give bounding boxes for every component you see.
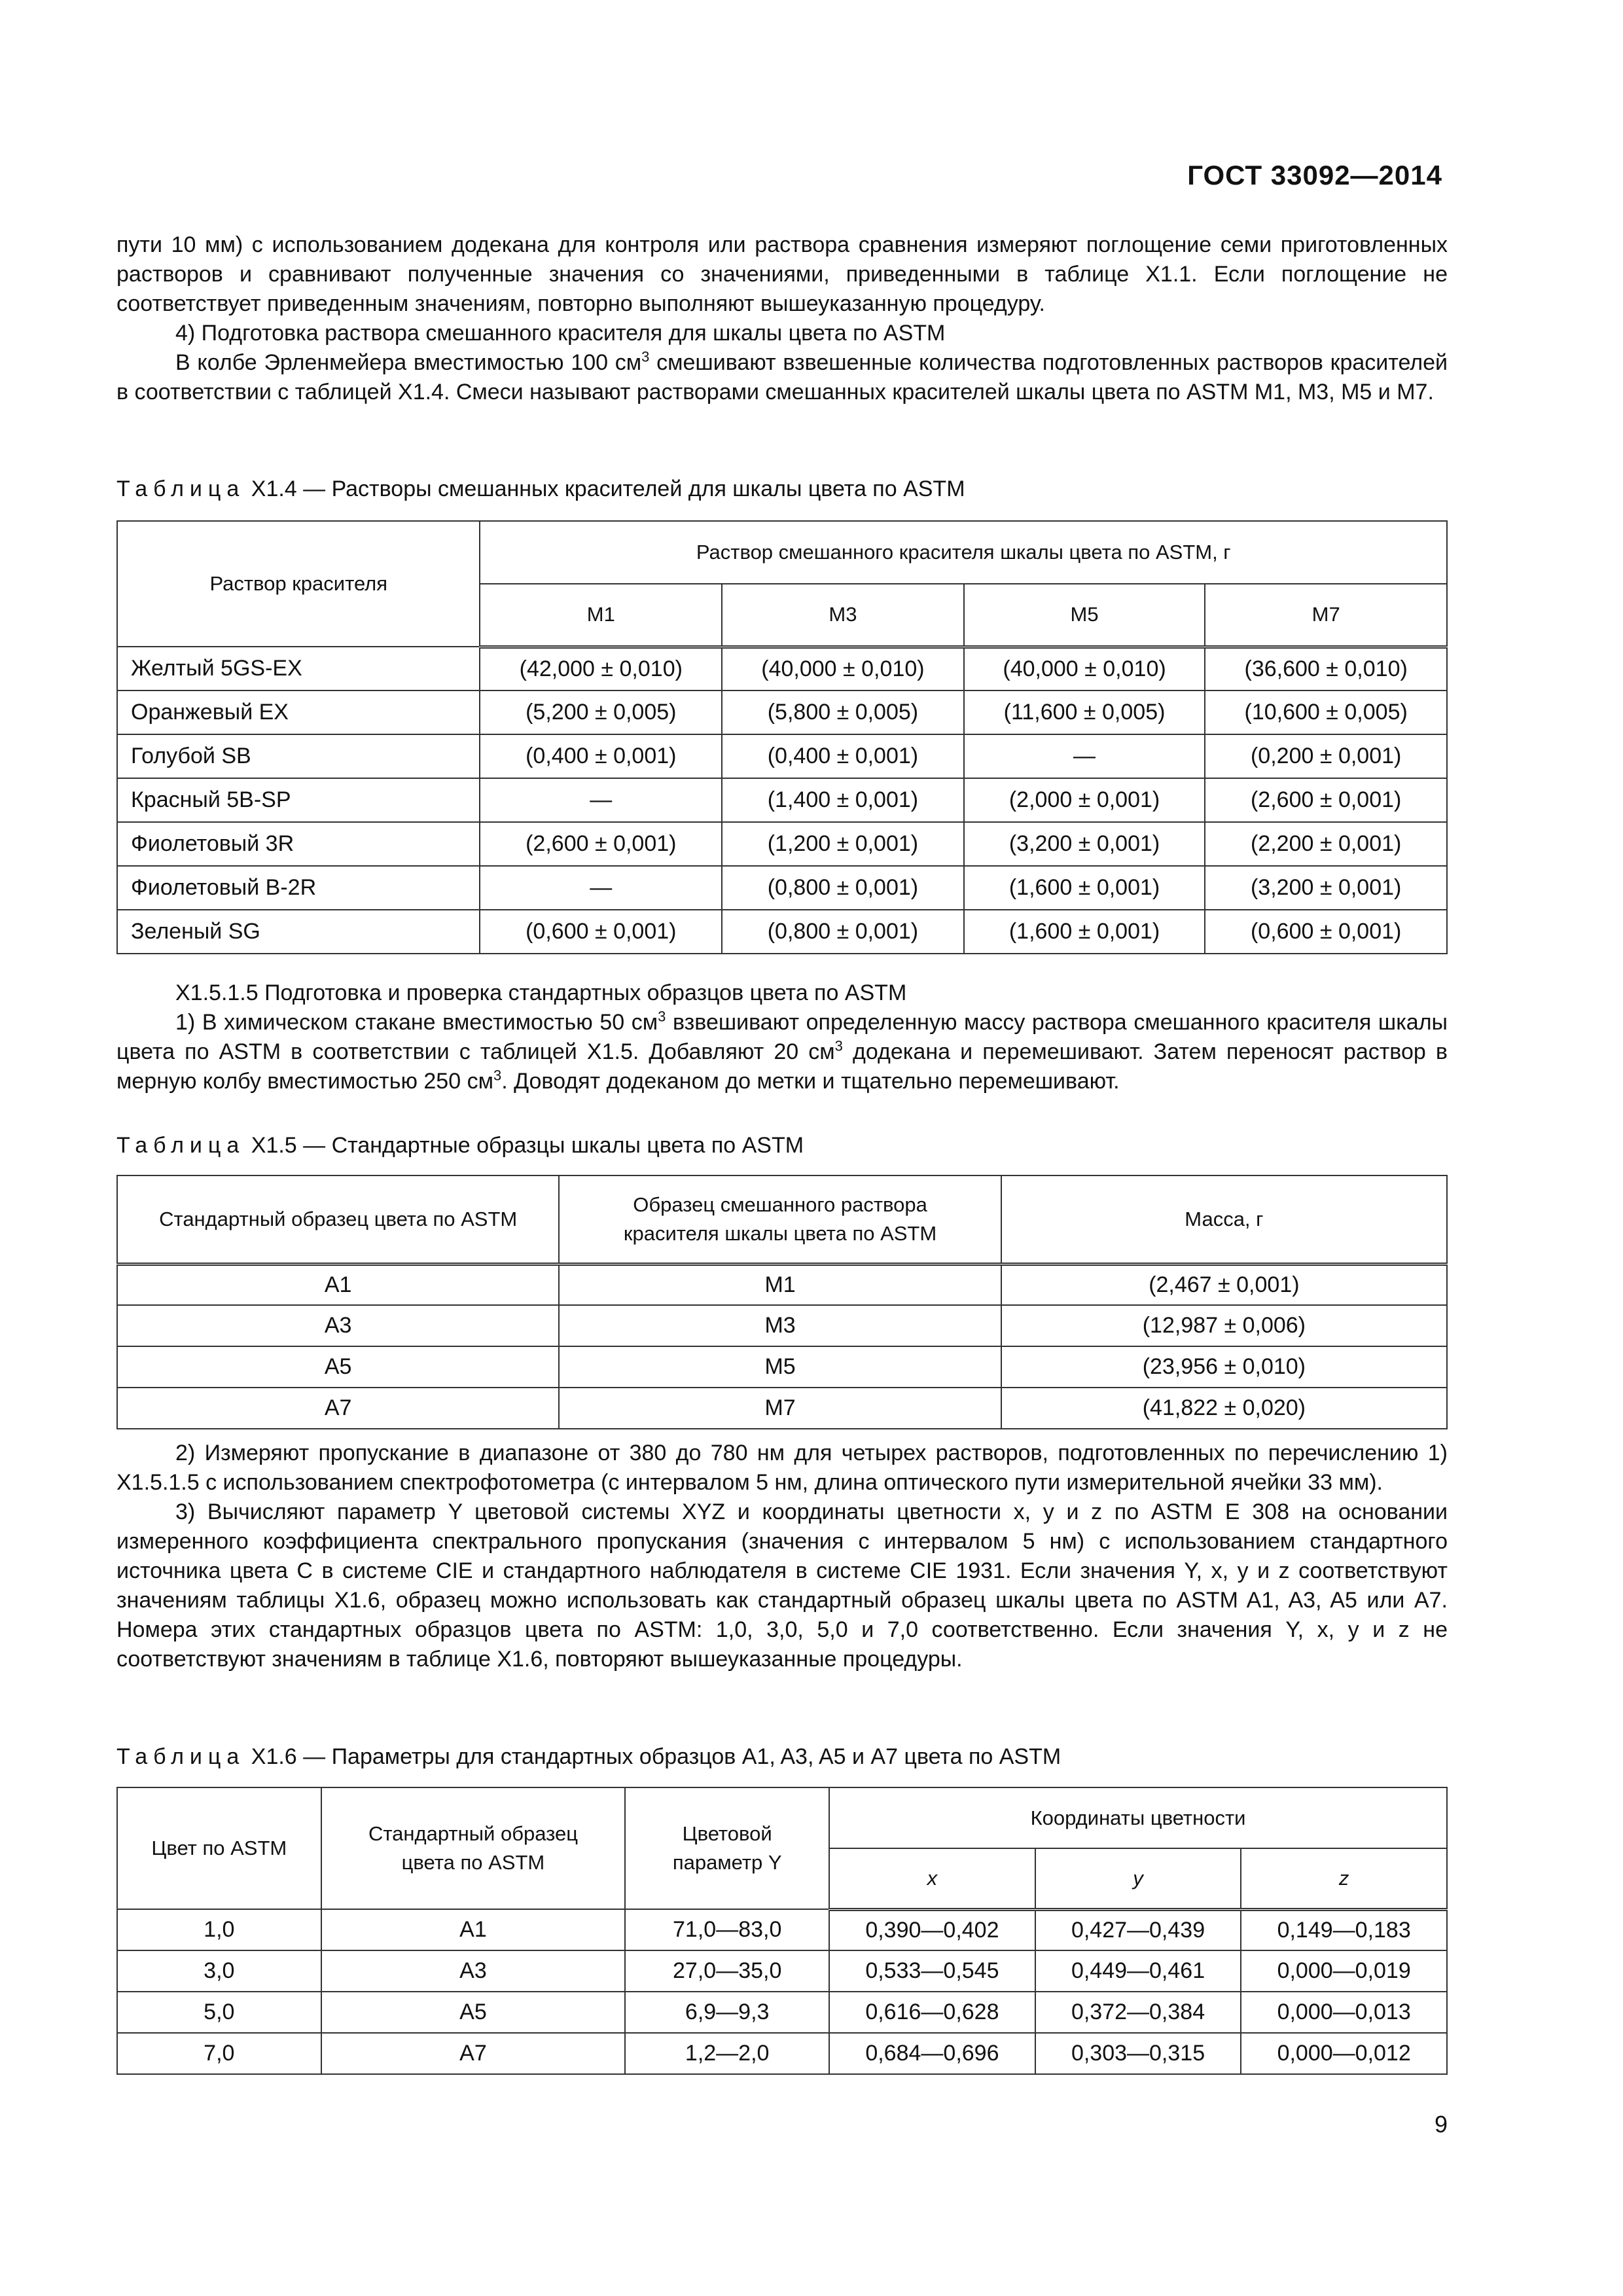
table-cell: A5 <box>321 1992 626 2033</box>
table-cell: — <box>964 734 1205 778</box>
paragraph-5: 1) В химическом стакане вместимостью 50 $см^3$ взвешивают определенную массу раствора смешанного красителя шкалы цвета по ASTM в соответствии с таблицей X1.5. Добавляют 20 $см^3$ додекана и перемешивают. Затем переносят раствор в мерную колбу вместимостью 250 $см^3$. Доводят додеканом до метки и тщательно перемешивают. <box>116 1008 1448 1094</box>
table-cell: Оранжевый EX <box>117 691 480 734</box>
section-x1-5-1-5 <box>116 978 1448 1096</box>
table-cell: (11,600 ± 0,005) <box>964 691 1205 734</box>
table-cell: 6,9—9,3 <box>625 1992 829 2033</box>
table-cell: (42,000 ± 0,010) <box>480 647 722 691</box>
table-head-cell: Цвет по ASTM <box>117 1787 321 1909</box>
table-cell: A7 <box>117 1388 559 1429</box>
table-x1-6 <box>116 1787 1448 2075</box>
table-cell: (0,800 ± 0,001) <box>722 910 964 954</box>
table-head-cell: y <box>1035 1848 1241 1909</box>
table-cell: (3,200 ± 0,001) <box>964 822 1205 866</box>
table-cell: (1,600 ± 0,001) <box>964 910 1205 954</box>
table-cell: Голубой SB <box>117 734 480 778</box>
table-cell: (2,600 ± 0,001) <box>480 822 722 866</box>
table-head-cell: M1 <box>480 584 722 647</box>
table-cell: A5 <box>117 1346 559 1388</box>
table-cell: (40,000 ± 0,010) <box>722 647 964 691</box>
table-cell: M5 <box>559 1346 1001 1388</box>
table-x1-6-caption: Таблица X1.6 — Параметры для стандартных образцов A1, A3, A5 и A7 цвета по ASTM <box>116 1744 1061 1769</box>
table-cell: (5,800 ± 0,005) <box>722 691 964 734</box>
table-head-cell: M7 <box>1205 584 1447 647</box>
table-row <box>117 1992 1447 2033</box>
table-cell: (2,000 ± 0,001) <box>964 778 1205 822</box>
table-row <box>117 910 1447 954</box>
table-row <box>117 866 1447 910</box>
table-cell: 0,000—0,019 <box>1241 1950 1447 1992</box>
table-cell: (5,200 ± 0,005) <box>480 691 722 734</box>
table-cell: A7 <box>321 2033 626 2074</box>
table-cell: Зеленый SG <box>117 910 480 954</box>
table-head-cell: Образец смешанного раствора красителя шкалы цвета по ASTM <box>559 1175 1001 1264</box>
paragraph-3: В колбе Эрленмейера вместимостью 100 $см^3$ смешивают взвешенные количества подготовленных растворов красителей в соответствии с таблицей X1.4. Смеси называют растворами смешанных красителей шкалы цвета по ASTM M1, M3, M5 и M7. <box>116 348 1448 404</box>
table-x1-4 <box>116 520 1448 954</box>
table-cell: Фиолетовый 3R <box>117 822 480 866</box>
table-cell: 0,390—0,402 <box>829 1909 1035 1950</box>
table-cell: A1 <box>321 1909 626 1950</box>
table-cell: A3 <box>321 1950 626 1992</box>
intro-text <box>116 230 1448 407</box>
table-row <box>117 2033 1447 2074</box>
table-cell: 0,000—0,012 <box>1241 2033 1447 2074</box>
table-head-cell: Стандартный образец цвета по ASTM <box>321 1787 626 1909</box>
table-head-cell: x <box>829 1848 1035 1909</box>
table-row <box>117 1346 1447 1388</box>
table-cell: (1,600 ± 0,001) <box>964 866 1205 910</box>
paragraph-1: пути 10 мм) с использованием додекана для контроля или раствора сравнения измеряют поглощение семи приготовленных растворов и сравнивают полученные значения со значениями, приведенными в таблице X1.1. Если поглощение не соответствует приведенным значениям, повторно выполняют вышеуказанную процедуру. <box>116 232 1448 316</box>
paragraph-2: 4) Подготовка раствора смешанного красителя для шкалы цвета по ASTM <box>175 321 946 346</box>
measurement-text <box>116 1439 1448 1674</box>
table-cell: M7 <box>559 1388 1001 1429</box>
table-row <box>117 734 1447 778</box>
table-cell: M1 <box>559 1264 1001 1305</box>
table-cell: (0,400 ± 0,001) <box>480 734 722 778</box>
table-cell: Фиолетовый B-2R <box>117 866 480 910</box>
table-cell: 0,616—0,628 <box>829 1992 1035 2033</box>
standard-header: ГОСТ 33092—2014 <box>1187 160 1442 190</box>
paragraph-7: 3) Вычисляют параметр Y цветовой системы XYZ и координаты цветности x, y и z по ASTM E 308 на основании измеренного коэффициента спектрального пропускания (значения с интервалом 5 нм) с использованием стандартного источника цвета C в системе CIE и стандартного наблюдателя в системе CIE 1931. Если значения Y, x, y и z соответствуют значениям таблицы X1.6, образец можно использовать как стандартный образец шкалы цвета по ASTM A1, A3, A5 или A7. Номера этих стандартных образцов цвета по ASTM: 1,0, 3,0, 5,0 и 7,0 соответственно. Если значения Y, x, y и z не соответствуют значениям в таблице X1.6, повторяют вышеуказанные процедуры. <box>116 1499 1448 1672</box>
table-cell: (2,467 ± 0,001) <box>1001 1264 1447 1305</box>
table-cell: (12,987 ± 0,006) <box>1001 1305 1447 1346</box>
table-cell: 0,427—0,439 <box>1035 1909 1241 1950</box>
table-cell: 3,0 <box>117 1950 321 1992</box>
table-cell: (3,200 ± 0,001) <box>1205 866 1447 910</box>
table-cell: A3 <box>117 1305 559 1346</box>
table-cell: 0,684—0,696 <box>829 2033 1035 2074</box>
table-cell: (0,800 ± 0,001) <box>722 866 964 910</box>
table-head-cell: z <box>1241 1848 1447 1909</box>
table-row <box>117 778 1447 822</box>
table-cell: (10,600 ± 0,005) <box>1205 691 1447 734</box>
table-cell: 0,449—0,461 <box>1035 1950 1241 1992</box>
table-x1-5-caption: Таблица X1.5 — Стандартные образцы шкалы цвета по ASTM <box>116 1133 804 1158</box>
table-head-cell: M3 <box>722 584 964 647</box>
page-number: 9 <box>1434 2111 1448 2138</box>
table-cell: 7,0 <box>117 2033 321 2074</box>
table-cell: (41,822 ± 0,020) <box>1001 1388 1447 1429</box>
table-row <box>117 1909 1447 1950</box>
table-cell: 1,2—2,0 <box>625 2033 829 2074</box>
table-row <box>117 1264 1447 1305</box>
paragraph-4: X1.5.1.5 Подготовка и проверка стандартных образцов цвета по ASTM <box>175 980 907 1005</box>
table-row <box>117 822 1447 866</box>
table-x1-4-caption: Таблица X1.4 — Растворы смешанных красителей для шкалы цвета по ASTM <box>116 476 965 501</box>
table-head-cell: Координаты цветности <box>829 1787 1447 1848</box>
table-cell: 5,0 <box>117 1992 321 2033</box>
table-cell: (40,000 ± 0,010) <box>964 647 1205 691</box>
table-cell: — <box>480 866 722 910</box>
table-cell: (0,200 ± 0,001) <box>1205 734 1447 778</box>
table-cell: 0,533—0,545 <box>829 1950 1035 1992</box>
table-cell: (2,600 ± 0,001) <box>1205 778 1447 822</box>
table-cell: 0,372—0,384 <box>1035 1992 1241 2033</box>
table-head-cell: Стандартный образец цвета по ASTM <box>117 1175 559 1264</box>
table-cell: (23,956 ± 0,010) <box>1001 1346 1447 1388</box>
table-cell: 1,0 <box>117 1909 321 1950</box>
table-cell: 27,0—35,0 <box>625 1950 829 1992</box>
table-cell: M3 <box>559 1305 1001 1346</box>
table-cell: (0,600 ± 0,001) <box>480 910 722 954</box>
table-head-cell: M5 <box>964 584 1205 647</box>
table-cell: (36,600 ± 0,010) <box>1205 647 1447 691</box>
table-row <box>117 691 1447 734</box>
table-cell: A1 <box>117 1264 559 1305</box>
table-cell: (2,200 ± 0,001) <box>1205 822 1447 866</box>
table-cell: (1,200 ± 0,001) <box>722 822 964 866</box>
table-row <box>117 1388 1447 1429</box>
paragraph-6: 2) Измеряют пропускание в диапазоне от 380 до 780 нм для четырех растворов, подготовленных по перечислению 1) X1.5.1.5 с использованием спектрофотометра (с интервалом 5 нм, длина оптического пути измерительной ячейки 33 мм). <box>116 1441 1448 1495</box>
table-row <box>117 647 1447 691</box>
table-cell: 0,303—0,315 <box>1035 2033 1241 2074</box>
table-cell: (0,400 ± 0,001) <box>722 734 964 778</box>
table-cell: — <box>480 778 722 822</box>
table-head-cell: Цветовой параметр Y <box>625 1787 829 1909</box>
table-cell: 71,0—83,0 <box>625 1909 829 1950</box>
table-head-cell: Раствор красителя <box>117 521 480 647</box>
table-cell: (1,400 ± 0,001) <box>722 778 964 822</box>
table-cell: Красный 5B-SP <box>117 778 480 822</box>
table-cell: Желтый 5GS-EX <box>117 647 480 691</box>
table-cell: 0,000—0,013 <box>1241 1992 1447 2033</box>
table-cell: 0,149—0,183 <box>1241 1909 1447 1950</box>
table-row <box>117 1305 1447 1346</box>
table-row <box>117 1950 1447 1992</box>
table-x1-5 <box>116 1175 1448 1429</box>
table-cell: (0,600 ± 0,001) <box>1205 910 1447 954</box>
table-head-cell: Раствор смешанного красителя шкалы цвета по ASTM, г <box>480 521 1447 584</box>
table-head-cell: Масса, г <box>1001 1175 1447 1264</box>
